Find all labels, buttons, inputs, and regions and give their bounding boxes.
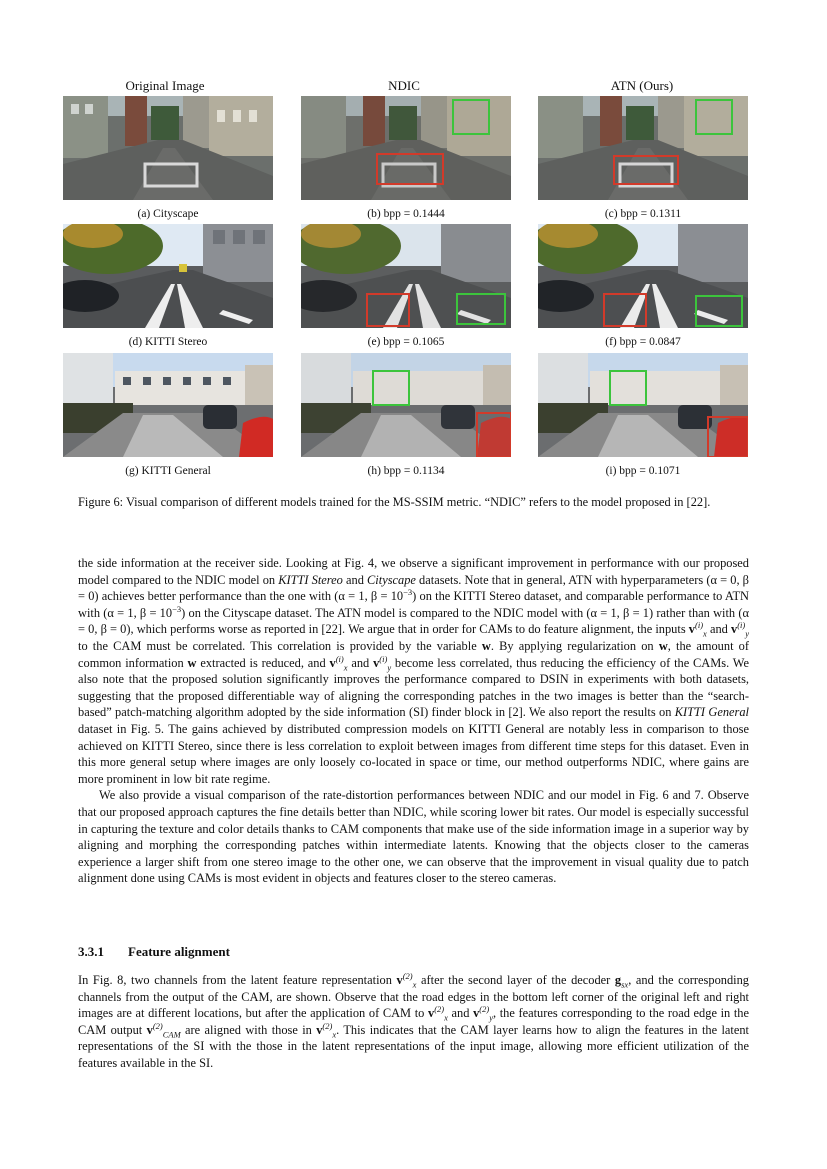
math-sub: y <box>489 1012 493 1023</box>
cityscape-original-image <box>63 96 273 200</box>
math-v: v <box>329 655 336 670</box>
cityscape-atn-image <box>538 96 748 200</box>
math-sub: y <box>387 662 392 673</box>
math-sub: x <box>703 628 707 639</box>
p3-text: . This indicates that the CAM layer learns how to align the features in the latent representations of the SI with the those in the latent representations of the input image, allowing more efficient utilization of the features available in the SI. <box>78 1022 749 1070</box>
math-v: v <box>731 622 738 637</box>
p1-emph: Cityscape <box>367 572 416 587</box>
math-v: v <box>373 655 380 670</box>
kitti-stereo-original-image <box>63 224 273 328</box>
subcaption-c: (c) bpp = 0.1311 <box>604 208 682 220</box>
math-sup: (2) <box>402 970 413 981</box>
paragraph-3 <box>78 972 749 1072</box>
p1-text: and <box>706 622 731 637</box>
p1-text: dataset in Fig. 5. The gains achieved by distributed compression models on KITTI General are notably less in comparison to those achieved on KITTI Stereo, since there is less correlation to exploit between images from different time steps for this dataset. Even in this more general setup where images are only loosely co-located in space or time, our method outperforms NDIC, where gains are more prominent in low bit rate regime. <box>78 721 749 786</box>
p3-text: In Fig. 8, two channels from the latent feature representation <box>78 973 397 987</box>
math-sup: (2) <box>322 1020 333 1031</box>
p3-text: after the second layer of the decoder <box>416 973 615 987</box>
superscript: −3 <box>403 587 413 598</box>
math-sup: (i) <box>695 620 704 631</box>
math-sup: (i) <box>335 653 344 664</box>
section-title: Feature alignment <box>128 944 230 959</box>
p1-text: extracted is reduced, and <box>196 655 330 670</box>
math-sup: (2) <box>434 1004 445 1015</box>
math-sub: x <box>412 979 417 990</box>
column-header-ndic: NDIC <box>388 78 420 93</box>
section-heading <box>78 944 230 960</box>
p3-text: , the features corresponding to the road edge in the CAM output <box>78 1006 749 1037</box>
math-sup: (i) <box>379 653 388 664</box>
p1-text: , the amount of common information <box>78 638 750 670</box>
subcaption-d: (d) KITTI Stereo <box>128 336 208 348</box>
subcaption-g: (g) KITTI General <box>125 465 211 477</box>
math-sub: x <box>343 662 348 673</box>
p1-emph: KITTI General <box>674 705 749 720</box>
math-sub: x <box>444 1012 448 1023</box>
kitti-general-ndic-image <box>301 353 511 457</box>
math-v: v <box>316 1022 323 1037</box>
p1-text: ) on the KITTI Stereo dataset, and comparable performance to ATN with (α = 1, β = 10 <box>78 589 750 620</box>
p1-text: the side information at the receiver side. Looking at Fig. 4, we observe a significant improvement in performance with our proposed model compared to the NDIC model on <box>78 556 749 587</box>
p1-text: . By applying regularization on <box>490 638 659 653</box>
superscript: −3 <box>172 603 182 614</box>
math-v: v <box>146 1022 153 1037</box>
p3-text: and <box>447 1006 474 1021</box>
kitti-stereo-atn-image <box>538 224 748 328</box>
p1-text: become less correlated, thus reducing the efficiency of the CAMs. We also note that the proposed solution significantly improves the performance compared to DSIN in experiments with both datasets, suggesting that the proposed differentiable way of aligning the corresponding patches in the two images is better than the “search-based” patch-matching algorithm adopted by the side information (SI) finder block in [2]. We also report the results on <box>78 655 749 720</box>
math-sup: (i) <box>737 620 746 631</box>
math-sub: sx <box>621 979 629 990</box>
math-w: w <box>481 638 491 653</box>
column-headers <box>60 78 767 96</box>
figure-caption: Figure 6: Visual comparison of different models trained for the MS-SSIM metric. “NDIC” refers to the model proposed in [22]. <box>78 495 711 509</box>
kitti-general-original-image <box>63 353 273 457</box>
math-w: w <box>187 655 197 670</box>
subcaption-b: (b) bpp = 0.1444 <box>367 208 445 220</box>
math-w: w <box>658 638 668 653</box>
cityscape-ndic-image <box>301 96 511 200</box>
subcaption-f: (f) bpp = 0.0847 <box>605 336 681 348</box>
math-sub: CAM <box>162 1029 181 1040</box>
p1-emph: KITTI Stereo <box>278 572 343 587</box>
math-v: v <box>473 1006 480 1021</box>
math-g: g <box>614 973 622 987</box>
subcaption-i: (i) bpp = 0.1071 <box>605 465 681 477</box>
subcaption-e: (e) bpp = 0.1065 <box>367 336 445 348</box>
p1-text: datasets. Note that in general, ATN with hyperparameters (α = 0, β = 0) achieves better performance than the one with (α = 1, β = 10 <box>78 572 749 604</box>
p3-text: , and the corresponding channels from the output of the CAM, are shown. Observe that the road edges in the bottom left corner of the original left and right images are at different locations, but after the application of CAM to <box>78 973 749 1021</box>
column-header-atn: ATN (Ours) <box>610 78 674 93</box>
math-v: v <box>688 622 695 637</box>
math-sup: (2) <box>479 1004 490 1015</box>
subcaption-h: (h) bpp = 0.1134 <box>367 465 445 477</box>
kitti-stereo-ndic-image <box>301 224 511 328</box>
kitti-general-atn-image <box>538 353 748 457</box>
math-sub: y <box>745 628 750 639</box>
math-v: v <box>396 973 403 987</box>
p1-text: to the CAM must be correlated. This correlation is provided by the variable <box>78 638 482 653</box>
math-sub: x <box>332 1029 337 1040</box>
p1-text: and <box>342 572 368 587</box>
p3-text: are aligned with those in <box>180 1022 317 1037</box>
paragraph-2: We also provide a visual comparison of the rate-distortion performances between NDIC and our model in Fig. 6 and 7. Observe that our proposed approach captures the fine details better than NDIC, while scoring lower bit rates. Our model is especially successful in capturing the texture and color details thanks to CAM components that make use of the side information image in a superior way by aligning and morphing the corresponding patches within intermediate latents. Knowing that the objects closer to the cameras experience a larger shift from one stereo image to the other one, we can observe that the improvement in visual quality due to patch alignment done using CAMs is most evident in objects and features closer to the stereo cameras. <box>78 788 749 886</box>
paragraph-1 <box>78 555 749 887</box>
math-sup: (2) <box>152 1020 163 1031</box>
math-v: v <box>427 1006 435 1021</box>
subcaption-a: (a) Cityscape <box>137 208 199 220</box>
p1-text: and <box>347 655 374 670</box>
section-number: 3.3.1 <box>78 944 104 959</box>
p1-text: ) on the Cityscape dataset. The ATN model is compared to the NDIC model with (α = 1, β = 1) rather than with (α = 0, β = 0), which performs worse as reported in [22]. We argue that in order for CAMs to do feature alignment, the inputs <box>78 605 749 637</box>
column-header-original: Original Image <box>125 78 205 93</box>
